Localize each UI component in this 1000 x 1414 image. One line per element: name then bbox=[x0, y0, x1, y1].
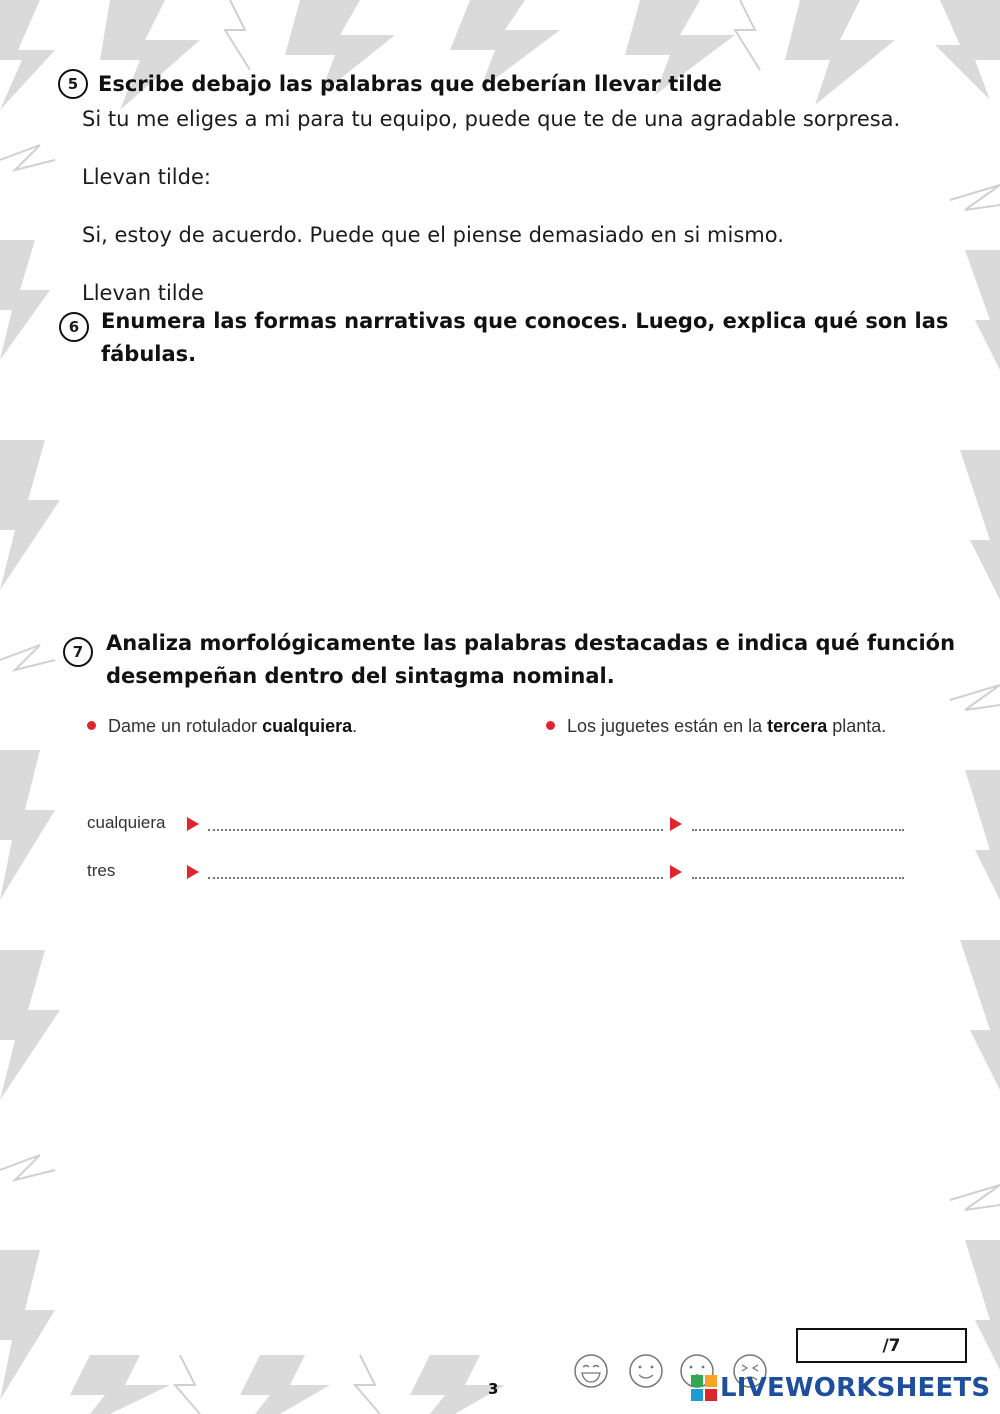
answer-field-morphology[interactable] bbox=[208, 829, 663, 831]
exercise-7-title bbox=[106, 627, 986, 693]
analysis-row-label: cualquiera bbox=[87, 813, 166, 832]
exercise-6-title-line-2: fábulas. bbox=[101, 342, 197, 366]
answer-field-function[interactable] bbox=[692, 829, 904, 831]
red-arrow-icon bbox=[187, 865, 199, 879]
exercise-7-sentence-2: Los juguetes están en la tercera planta. bbox=[546, 716, 886, 737]
exercise-number-5: 5 bbox=[58, 69, 88, 99]
exercise-5-answer-label-1: Llevan tilde: bbox=[82, 165, 211, 189]
exercise-5-answer-label-2: Llevan tilde bbox=[82, 281, 204, 305]
exercise-6-title-line-1: Enumera las formas narrativas que conoces. Luego, explica qué son las bbox=[101, 309, 949, 333]
page-number: 3 bbox=[488, 1380, 499, 1398]
exercise-5-sentence-1: Si tu me eliges a mi para tu equipo, puede que te de una agradable sorpresa. bbox=[82, 107, 901, 131]
exercise-7-title-line-2: desempeñan dentro del sintagma nominal. bbox=[106, 664, 615, 688]
analysis-row-label: tres bbox=[87, 861, 116, 880]
red-bullet-icon bbox=[546, 721, 555, 730]
red-arrow-icon bbox=[670, 817, 682, 831]
liveworksheets-logo-icon bbox=[690, 1374, 718, 1402]
brand-name: LIVEWORKSHEETS bbox=[720, 1373, 991, 1403]
score-box: /7 bbox=[796, 1328, 967, 1363]
exercise-number-7: 7 bbox=[63, 637, 93, 667]
laughing-face-icon[interactable] bbox=[575, 1355, 607, 1387]
red-arrow-icon bbox=[670, 865, 682, 879]
exercise-5-title: Escribe debajo las palabras que deberían llevar tilde bbox=[98, 72, 722, 96]
exercise-7-title-line-1: Analiza morfológicamente las palabras destacadas e indica qué función bbox=[106, 631, 956, 655]
exercise-6-title bbox=[101, 305, 981, 371]
exercise-number-6: 6 bbox=[59, 312, 89, 342]
smiling-face-icon[interactable] bbox=[630, 1355, 662, 1387]
exercise-5-sentence-2: Si, estoy de acuerdo. Puede que el piense demasiado en si mismo. bbox=[82, 223, 784, 247]
highlighted-word: cualquiera bbox=[262, 716, 353, 736]
answer-field-function[interactable] bbox=[692, 877, 904, 879]
red-bullet-icon bbox=[87, 721, 96, 730]
red-arrow-icon bbox=[187, 817, 199, 831]
exercise-6-answer-area[interactable] bbox=[82, 380, 962, 610]
answer-field-morphology[interactable] bbox=[208, 877, 663, 879]
highlighted-word: tercera bbox=[767, 716, 828, 736]
liveworksheets-logo[interactable] bbox=[690, 1373, 990, 1403]
exercise-7-sentence-1: Dame un rotulador cualquiera. bbox=[87, 716, 357, 737]
